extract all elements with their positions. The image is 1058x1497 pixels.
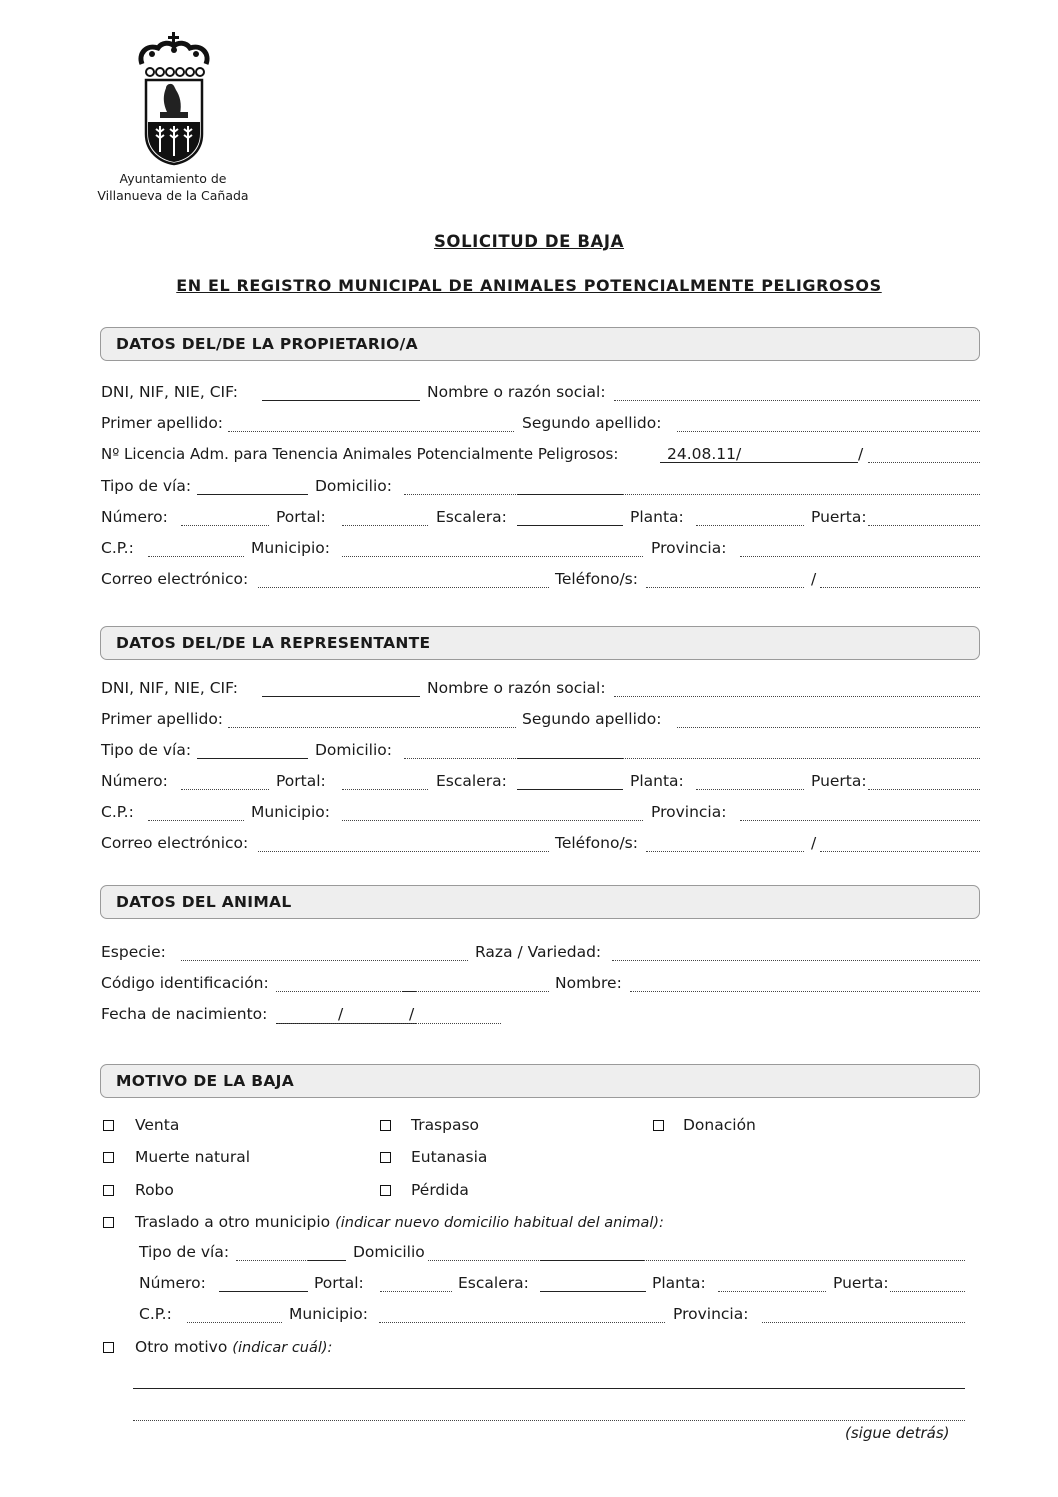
owner-license-label: Nº Licencia Adm. para Tenencia Animales Potencialmente Peligrosos: (101, 445, 619, 463)
section-reason-header (100, 1064, 980, 1098)
otro-note: (indicar cuál): (232, 1340, 333, 1356)
owner-surname2-label: Segundo apellido: (522, 414, 662, 432)
owner-dni-label: DNI, NIF, NIE, CIF: (101, 383, 239, 401)
rep-phone1-field[interactable] (646, 851, 804, 852)
owner-province-field[interactable] (740, 556, 980, 557)
checkbox-otro-motivo[interactable] (103, 1342, 114, 1353)
section-representative-header (100, 626, 980, 660)
owner-portal-label: Portal: (276, 508, 326, 526)
owner-surname1-label: Primer apellido: (101, 414, 224, 432)
rep-address-field[interactable] (404, 758, 980, 759)
owner-door-field[interactable] (868, 525, 980, 526)
section-animal-title: DATOS DEL ANIMAL (116, 893, 292, 911)
rep-surname1-field[interactable] (228, 727, 516, 728)
rep-address-label: Domicilio: (315, 741, 392, 759)
rep-dni-label: DNI, NIF, NIE, CIF: (101, 679, 239, 697)
rep-city-label: Municipio: (251, 803, 331, 821)
checkbox-venta[interactable] (103, 1120, 114, 1131)
rep-floor-label: Planta: (630, 772, 684, 790)
rep-portal-field[interactable] (342, 789, 428, 790)
rep-name-field[interactable] (614, 696, 980, 697)
rep-zip-field[interactable] (148, 820, 244, 821)
owner-surname2-field[interactable] (677, 431, 980, 432)
rep-street-type-label: Tipo de vía: (101, 741, 192, 759)
owner-zip-field[interactable] (148, 556, 244, 557)
transfer-address-field[interactable] (428, 1260, 965, 1261)
owner-phone1-field[interactable] (646, 587, 804, 588)
rep-email-label: Correo electrónico: (101, 834, 249, 852)
rep-door-label: Puerta: (811, 772, 867, 790)
rep-zip-label: C.P.: (101, 803, 134, 821)
section-representative-title: DATOS DEL/DE LA REPRESENTANTE (116, 634, 431, 652)
owner-floor-label: Planta: (630, 508, 684, 526)
owner-license-suffix-field[interactable] (868, 462, 980, 463)
owner-address-underline (517, 494, 623, 495)
section-reason-title: MOTIVO DE LA BAJA (116, 1072, 295, 1090)
animal-id-code-label: Código identificación: (101, 974, 269, 992)
org-line-1: Ayuntamiento de (119, 171, 227, 186)
owner-number-field[interactable] (181, 525, 269, 526)
owner-email-field[interactable] (258, 587, 549, 588)
transfer-city-field[interactable] (379, 1322, 665, 1323)
animal-name-label: Nombre: (555, 974, 622, 992)
owner-floor-field[interactable] (696, 525, 804, 526)
owner-zip-label: C.P.: (101, 539, 134, 557)
option-perdida-label: Pérdida (411, 1181, 469, 1199)
transfer-city-label: Municipio: (289, 1305, 369, 1323)
owner-license-prefix: 24.08.11/ (667, 445, 742, 463)
owner-phone2-field[interactable] (820, 587, 980, 588)
transfer-portal-field[interactable] (380, 1291, 452, 1292)
otro-text: Otro motivo (135, 1338, 228, 1356)
owner-number-label: Número: (101, 508, 168, 526)
option-eutanasia-label: Eutanasia (411, 1148, 488, 1166)
rep-door-field[interactable] (868, 789, 980, 790)
rep-province-label: Provincia: (651, 803, 727, 821)
checkbox-eutanasia[interactable] (380, 1152, 391, 1163)
owner-province-label: Provincia: (651, 539, 727, 557)
rep-surname2-field[interactable] (677, 727, 980, 728)
transfer-portal-label: Portal: (314, 1274, 364, 1292)
animal-name-field[interactable] (630, 991, 980, 992)
owner-name-label: Nombre o razón social: (427, 383, 606, 401)
transfer-stair-label: Escalera: (458, 1274, 529, 1292)
owner-stair-label: Escalera: (436, 508, 507, 526)
rep-city-field[interactable] (342, 820, 643, 821)
transfer-number-label: Número: (139, 1274, 206, 1292)
checkbox-donacion[interactable] (653, 1120, 664, 1131)
animal-birthdate-slash-1: / (338, 1005, 344, 1023)
owner-street-type-field[interactable] (197, 494, 308, 495)
rep-floor-field[interactable] (696, 789, 804, 790)
transfer-number-field[interactable] (219, 1291, 308, 1292)
owner-phone-slash: / (811, 570, 817, 588)
traslado-note: (indicar nuevo domicilio habitual del animal): (335, 1215, 664, 1231)
option-traspaso-label: Traspaso (411, 1116, 480, 1134)
transfer-street-type-underline (308, 1260, 346, 1261)
transfer-province-field[interactable] (762, 1322, 965, 1323)
owner-stair-field[interactable] (517, 525, 623, 526)
owner-surname1-field[interactable] (228, 431, 514, 432)
rep-province-field[interactable] (740, 820, 980, 821)
form-subtitle: EN EL REGISTRO MUNICIPAL DE ANIMALES POTENCIALMENTE PELIGROSOS (176, 276, 882, 295)
checkbox-traslado[interactable] (103, 1217, 114, 1228)
transfer-door-label: Puerta: (833, 1274, 889, 1292)
owner-city-label: Municipio: (251, 539, 331, 557)
rep-portal-label: Portal: (276, 772, 326, 790)
transfer-address-underline (540, 1260, 644, 1261)
other-reason-line-2[interactable] (133, 1420, 965, 1421)
organization-name (88, 170, 258, 204)
owner-name-field[interactable] (614, 400, 980, 401)
option-donacion-label: Donación (683, 1116, 756, 1134)
rep-email-field[interactable] (258, 851, 549, 852)
rep-street-type-field[interactable] (197, 758, 308, 759)
owner-door-label: Puerta: (811, 508, 867, 526)
transfer-stair-field[interactable] (540, 1291, 646, 1292)
rep-phone-slash: / (811, 834, 817, 852)
owner-street-type-label: Tipo de vía: (101, 477, 192, 495)
option-otro-label (135, 1338, 332, 1357)
checkbox-muerte-natural[interactable] (103, 1152, 114, 1163)
owner-dni-field[interactable] (262, 400, 420, 401)
rep-phone-label: Teléfono/s: (555, 834, 638, 852)
rep-dni-field[interactable] (262, 696, 420, 697)
traslado-text: Traslado a otro municipio (135, 1213, 331, 1231)
rep-stair-label: Escalera: (436, 772, 507, 790)
transfer-door-field[interactable] (890, 1291, 965, 1292)
continue-note: (sigue detrás) (845, 1424, 950, 1442)
animal-birthdate-slash-2: / (409, 1005, 415, 1023)
rep-address-underline (517, 758, 623, 759)
owner-phone-label: Teléfono/s: (555, 570, 638, 588)
section-owner-header (100, 327, 980, 361)
rep-phone2-field[interactable] (820, 851, 980, 852)
section-owner-title: DATOS DEL/DE LA PROPIETARIO/A (116, 335, 418, 353)
transfer-street-type-label: Tipo de vía: (139, 1243, 230, 1261)
rep-surname1-label: Primer apellido: (101, 710, 224, 728)
animal-id-code-mark (402, 991, 416, 992)
owner-license-field[interactable] (660, 462, 858, 463)
transfer-floor-field[interactable] (718, 1291, 826, 1292)
rep-number-field[interactable] (181, 789, 269, 790)
animal-breed-label: Raza / Variedad: (475, 943, 602, 961)
option-robo-label: Robo (135, 1181, 174, 1199)
option-venta-label: Venta (135, 1116, 180, 1134)
option-muerte-natural-label: Muerte natural (135, 1148, 251, 1166)
other-reason-line-1[interactable] (133, 1388, 965, 1389)
checkbox-robo[interactable] (103, 1185, 114, 1196)
owner-address-label: Domicilio: (315, 477, 392, 495)
rep-number-label: Número: (101, 772, 168, 790)
transfer-address-label: Domicilio (353, 1243, 425, 1261)
owner-portal-field[interactable] (342, 525, 428, 526)
animal-species-field[interactable] (181, 960, 468, 961)
section-animal-header (100, 885, 980, 919)
animal-birthdate-label: Fecha de nacimiento: (101, 1005, 268, 1023)
org-line-2: Villanueva de la Cañada (97, 188, 249, 203)
rep-name-label: Nombre o razón social: (427, 679, 606, 697)
owner-city-field[interactable] (342, 556, 643, 557)
rep-stair-field[interactable] (517, 789, 623, 790)
checkbox-traspaso[interactable] (380, 1120, 391, 1131)
owner-license-slash: / (858, 445, 864, 463)
owner-address-field[interactable] (404, 494, 980, 495)
animal-breed-field[interactable] (612, 960, 980, 961)
municipal-coat-of-arms-logo (132, 30, 216, 166)
transfer-floor-label: Planta: (652, 1274, 706, 1292)
animal-birthdate-underline (276, 1023, 416, 1024)
form-title: SOLICITUD DE BAJA (433, 232, 625, 251)
option-traslado-label (135, 1213, 664, 1232)
transfer-province-label: Provincia: (673, 1305, 749, 1323)
animal-species-label: Especie: (101, 943, 166, 961)
transfer-zip-field[interactable] (187, 1322, 282, 1323)
transfer-zip-label: C.P.: (139, 1305, 172, 1323)
checkbox-perdida[interactable] (380, 1185, 391, 1196)
rep-surname2-label: Segundo apellido: (522, 710, 662, 728)
owner-email-label: Correo electrónico: (101, 570, 249, 588)
